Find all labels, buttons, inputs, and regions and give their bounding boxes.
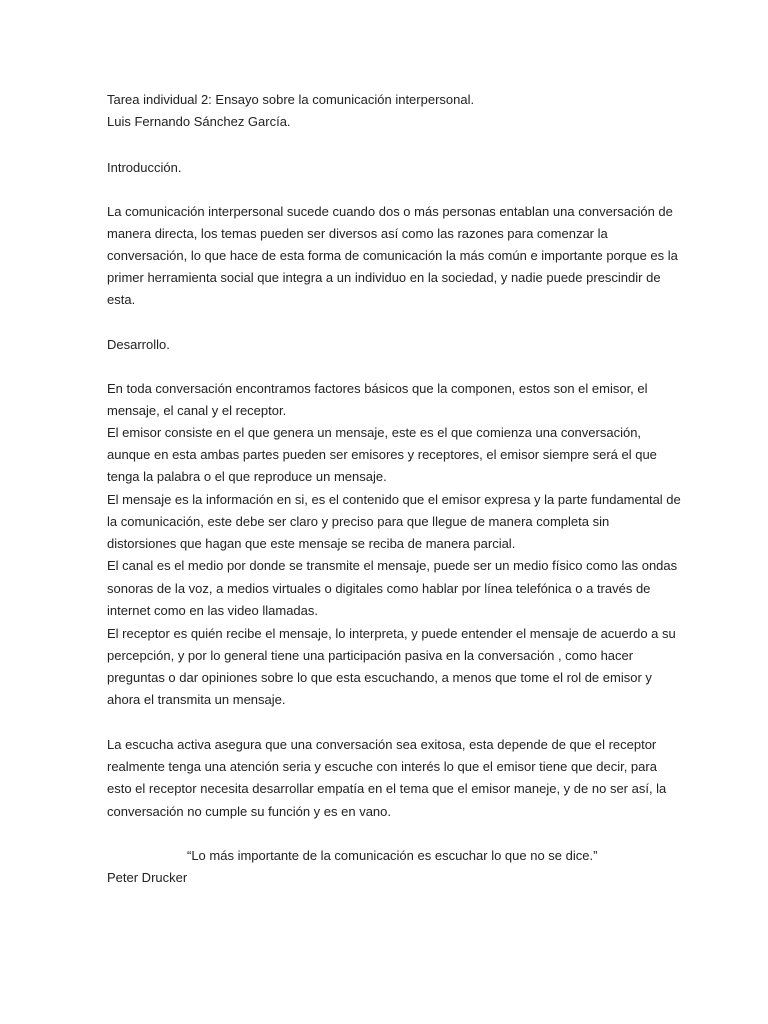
- paragraph-line: El receptor es quién recibe el mensaje, lo interpreta, y puede entender el mensaje de acuerdo a su: [107, 626, 676, 641]
- paragraph-line: tenga la palabra o el que reproduce un mensaje.: [107, 469, 387, 484]
- paragraph-line: mensaje, el canal y el receptor.: [107, 403, 287, 418]
- paragraph-line: conversación no cumple su función y es en vano.: [107, 804, 392, 819]
- paragraph-line: El emisor consiste en el que genera un mensaje, este es el que comienza una conversación,: [107, 425, 642, 440]
- paragraph-line: esta.: [107, 292, 136, 307]
- paragraph-line: conversación, lo que hace de esta forma de comunicación la más común e importante porque es la: [107, 248, 678, 263]
- paragraph-line: manera directa, los temas pueden ser diversos así como las razones para comenzar la: [107, 226, 608, 241]
- paragraph-line: la comunicación, este debe ser claro y preciso para que llegue de manera completa sin: [107, 514, 610, 529]
- paragraph-line: La escucha activa asegura que una conversación sea exitosa, esta depende de que el receptor: [107, 737, 657, 752]
- document-title: Tarea individual 2: Ensayo sobre la comunicación interpersonal.: [107, 92, 475, 107]
- paragraph-line: esto el receptor necesita desarrollar empatía en el tema que el emisor maneje, y de no ser así, la: [107, 781, 667, 796]
- section-heading-introduction: Introducción.: [107, 160, 182, 175]
- paragraph-line: aunque en esta ambas partes pueden ser emisores y receptores, el emisor siempre será el que: [107, 447, 657, 462]
- section-heading-development: Desarrollo.: [107, 337, 170, 352]
- quote-author: Peter Drucker: [107, 870, 188, 885]
- paragraph-line: percepción, y por lo general tiene una participación pasiva en la conversación , como hacer: [107, 648, 634, 663]
- paragraph-line: ahora el transmita un mensaje.: [107, 692, 286, 707]
- paragraph-line: internet como en las video llamadas.: [107, 603, 319, 618]
- author-name: Luis Fernando Sánchez García.: [107, 114, 291, 129]
- paragraph-line: realmente tenga una atención seria y escuche con interés lo que el emisor tiene que decir, para: [107, 759, 657, 774]
- paragraph-line: distorsiones que hagan que este mensaje se reciba de manera parcial.: [107, 536, 516, 551]
- paragraph-line: La comunicación interpersonal sucede cuando dos o más personas entablan una conversación de: [107, 204, 673, 219]
- paragraph-line: El canal es el medio por donde se transmite el mensaje, puede ser un medio físico como las ondas: [107, 558, 678, 573]
- paragraph-line: preguntas o dar opiniones sobre lo que esta escuchando, a menos que tome el rol de emisor y: [107, 670, 652, 685]
- paragraph-line: sonoras de la voz, a medios virtuales o digitales como hablar por línea telefónica o a través de: [107, 581, 651, 596]
- paragraph-line: primer herramienta social que integra a un individuo en la sociedad, y nadie puede prescindir de: [107, 270, 661, 285]
- paragraph-line: En toda conversación encontramos factores básicos que la componen, estos son el emisor, el: [107, 381, 648, 396]
- paragraph-line: El mensaje es la información en si, es el contenido que el emisor expresa y la parte fundamental de: [107, 492, 681, 507]
- quote-text: “Lo más importante de la comunicación es escuchar lo que no se dice.”: [187, 848, 598, 863]
